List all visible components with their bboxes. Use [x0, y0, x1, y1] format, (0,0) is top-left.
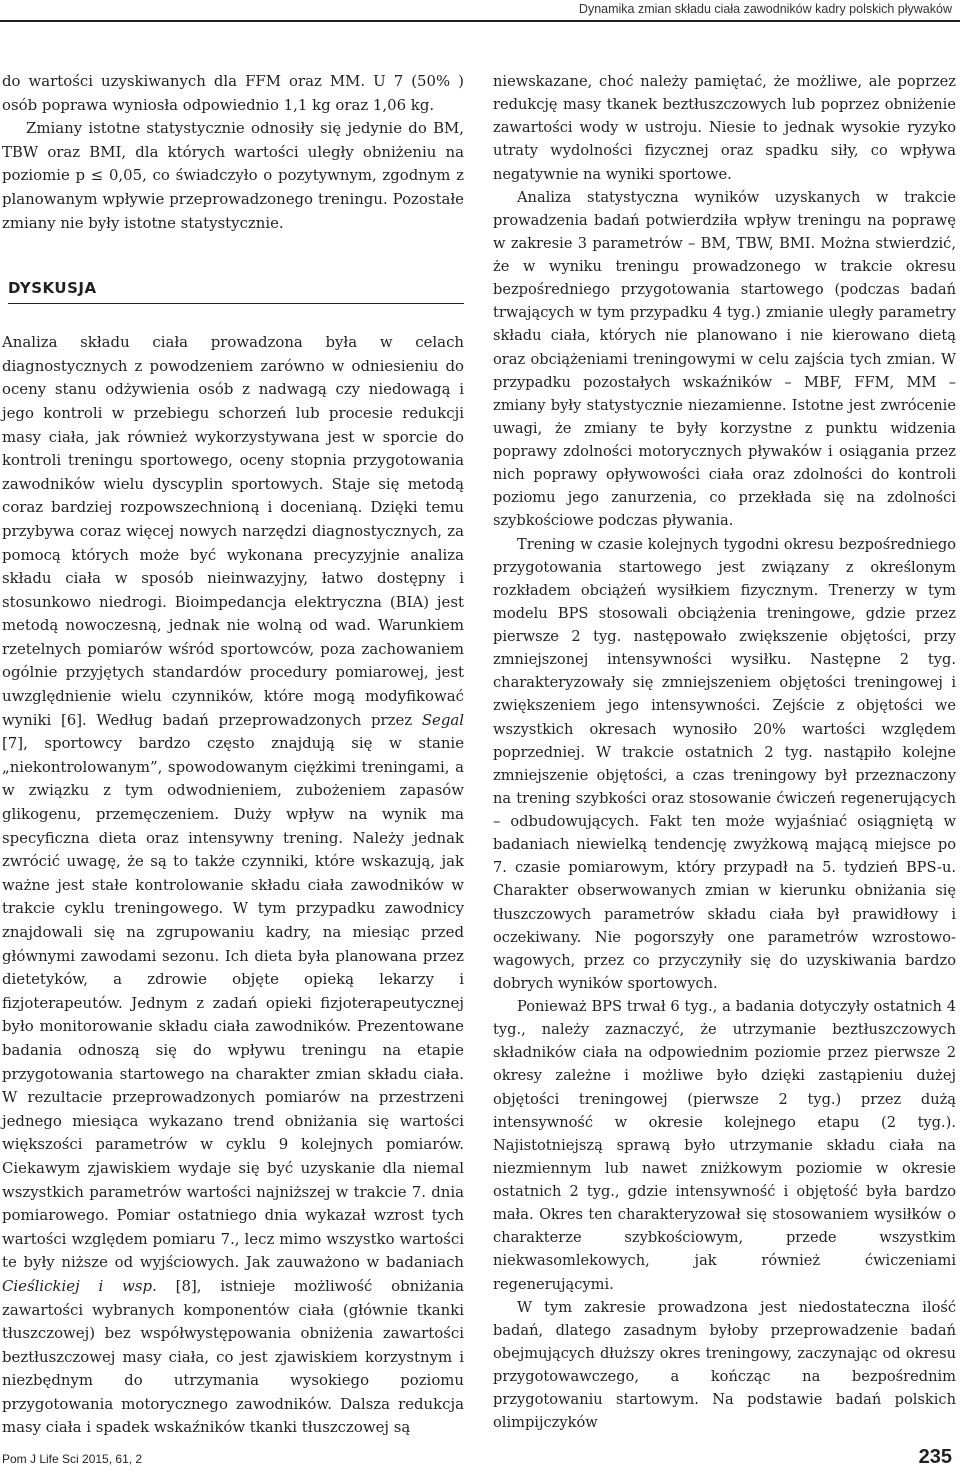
- discussion-continued-paragraph: niewskazane, choć należy pamiętać, że możliwe, ale poprzez redukcję masy tkanek beztłuszczowych lub poprzez obniżenie zawartości wody w ustroju. Niesie to jednak wysokie ryzyko utraty wydolności fizycznej oraz spadku siły, co wpływa negatywnie na wyniki sportowe.: [493, 73, 956, 183]
- bps-paragraph: Ponieważ BPS trwał 6 tyg., a badania dotyczyły ostatnich 4 tyg., należy zaznaczyć, że utrzymanie beztłuszczowych składników ciała na odpowiednim poziomie przez pierwsze 2 okresy zależne i możliwe było dzięki zastąpieniu dużej objętości treningowej (pierwsze 2 tyg.) przez dużą intensywność w okresie kolejnego etapu (2 tyg.). Najistotniejszą sprawą było utrzymanie składu ciała na niezmiennym lub nawet zniżkowym poziomie w okresie ostatnich 2 tyg., gdzie intensywność i objętość była bardzo mała. Okres ten charakteryzował się stosowaniem wysiłków o charakterze szybkościowym, przede wszystkim niekwasomlekowych, jak również ćwiczeniami regenerującymi.: [493, 998, 956, 1293]
- discussion-text-b: [7], sportowcy bardzo często znajdują się w stanie „niekontrolowanym”, spowodowanym ciężkimi treningami, a w związku z tym odwodnieniem, zubożeniem zapasów glikogenu, przemęczeniem. Duży wpływ na wynik ma specyficzna dieta oraz intensywny trening. Należy jednak zwrócić uwagę, że są to także czynniki, które wskazują, jak ważne jest stałe kontrolowanie składu ciała zawodników w trakcie cyklu treningowego. W tym przypadku zawodnicy znajdowali się na zgrupowaniu kadry, na miesiąc przed głównymi zawodami sezonu. Ich dieta była planowana przez dietetyków, a zdrowie objęte opieką lekarzy i fizjoterapeutów. Jednym z zadań opieki fizjoterapeutycznej było monitorowanie składu ciała zawodników. Prezentowane badania odnoszą się do wpływu treningu na etapie przygotowania startowego na charakter zmian składu ciała. W rezultacie przeprowadzonych pomiarów na przestrzeni jednego miesiąca wykazano trend obniżania się wartości większości parametrów w cyklu 9 kolejnych pomiarów. Ciekawym zjawiskiem wydaje się być uzyskanie dla niemal wszystkich parametrów wartości najniższej w trakcie 7. dnia pomiarowego. Pomiar ostatniego dnia wykazał wzrost tych wartości względem pomiaru 7., lecz mimo wszystko wartości te były niższe od wyjściowych. Jak zauważono w badaniach: [2, 734, 464, 1272]
- discussion-paragraph: [2, 331, 464, 1440]
- left-column: [2, 70, 464, 1440]
- header-rule: [0, 20, 960, 22]
- research-scope-paragraph: W tym zakresie prowadzona jest niedostateczna ilość badań, dlatego zasadnym byłoby przeprowadzenie badań obejmujących dłuższy okres treningowy, zaczynając od okresu przygotowawczego, a kończąc na bezpośrednim przygotowaniu startowym. Na podstawie badań polskich olimpijczyków: [493, 1298, 956, 1432]
- statistics-paragraph: Analiza statystyczna wyników uzyskanych w trakcie prowadzenia badań potwierdziła wpływ treningu na poprawę w zakresie 3 parametrów – BM, TBW, BMI. Można stwierdzić, że w wyniku treningu prowadzonego w trakcie okresu bezpośredniego przygotowania startowego (podczas badań trwających w tym przypadku 4 tyg.) zmianie uległy parametry składu ciała, których nie planowano i nie kierowano dietą oraz obciążeniami treningowymi w celu zajścia tych zmian. W przypadku pozostałych wskaźników – MBF, FFM, MM – zmiany były statystycznie niezamienne. Istotne jest zwrócenie uwagi, że zmiany te były korzystne z punktu widzenia poprawy zdolności motorycznych pływaków i osiągania przez nich poprawy opływowości ciała oraz zdolności do kontroli poziomu jego zanurzenia, co przekłada się na zdolności szybkościowe podczas pływania.: [493, 188, 956, 530]
- discussion-text-c: [8], istnieje możliwość obniżania zawartości wybranych komponentów ciała (głównie tkanki tłuszczowej) bez współwystępowania obniżenia zawartości beztłuszczowej masy ciała, co jest zjawiskiem korzystnym i niezbędnym do utrzymania wysokiego poziomu przygotowania motorycznego zawodników. Dalsza redukcja masy ciała i spadek wskaźników tkanki tłuszczowej są: [2, 1276, 464, 1437]
- section-heading-discussion: [2, 275, 464, 305]
- section-rule: [8, 303, 464, 304]
- page-footer: [0, 1448, 960, 1470]
- running-title: Dynamika zmian składu ciała zawodników kadry polskich pływaków: [578, 2, 952, 16]
- citation-cieslicka: Cieślickiej i wsp.: [2, 1276, 157, 1295]
- running-header: [0, 0, 960, 22]
- discussion-text-a: Analiza składu ciała prowadzona była w celach diagnostycznych z powodzeniem zarówno w odniesieniu do oceny stanu odżywienia osób z nadwagą czy niedowagą i jego kontroli w przebiegu schorzeń lub procesie redukcji masy ciała, jak również wykorzystywana jest w sporcie do kontroli treningu sportowego, oceny stopnia przygotowania zawodników wielu dyscyplin sportowych. Staje się metodą coraz bardziej rozpowszechnioną i docenianą. Dzięki temu przybywa coraz więcej nowych narzędzi diagnostycznych, za pomocą których może być wykonana precyzyjnie analiza składu ciała w sposób nieinwazyjny, łatwo dostępny i stosunkowo niedrogi. Bioimpedancja elektryczna (BIA) jest metodą nowoczesną, jednak nie wolną od wad. Warunkiem rzetelnych pomiarów wśród sportowców, poza zachowaniem ogólnie przyjętych standardów procedury pomiarowej, jest uwzględnienie wielu czynników, które mogą modyfikować wyniki [6]. Według badań przeprowadzonych przez: [2, 333, 464, 729]
- page-number: 235: [918, 1446, 952, 1468]
- section-title: DYSKUSJA: [8, 279, 97, 298]
- training-paragraph: Trening w czasie kolejnych tygodni okresu bezpośredniego przygotowania startowego jest związany z określonym rozkładem obciążeń wysiłkiem fizycznym. Trenerzy w tym modelu BPS stosowali obciążenia treningowe, gdzie przez pierwsze 2 tyg. następowało zwiększenie objętości, przy zmniejszonej intensywności wysiłku. Następne 2 tyg. charakteryzowały się zmniejszeniem objętości treningowej i zwiększeniem jego intensywności. Zejście z objętości we wszystkich okresach wynosiło 20% wartości względem poprzedniej. W trakcie ostatnich 2 tyg. nastąpiło kolejne zmniejszenie objętości, a czas treningowy był przeznaczony na trening szybkości oraz stosowanie ćwiczeń regenerujących – odbudowujących. Fakt ten może wyjaśniać osiągniętą w badaniach niewielką tendencję zwyżkową mającą miejsce po 7. czasie pomiarowym, który przypadł na 5. tydzień BPS-u. Charakter obserwowanych zmian w kierunku obniżania się tłuszczowych parametrów składu ciała był prawidłowy i oczekiwany. Nie pogorszyły one parametrów wzrostowo-wagowych, przez co przyczyniły się do uzyskiwania bardzo dobrych wyników sportowych.: [493, 535, 956, 992]
- results-paragraph-end: do wartości uzyskiwanych dla FFM oraz MM. U 7 (50% ) osób poprawa wyniosła odpowiednio 1,1 kg oraz 1,06 kg.: [2, 72, 464, 114]
- citation-segal: Segal: [421, 710, 464, 729]
- results-significance-paragraph: Zmiany istotne statystycznie odnosiły się jedynie do BM, TBW oraz BMI, dla których wartości uległy obniżeniu na poziomie p ≤ 0,05, co świadczyło o pozytywnym, zgodnym z planowanym wpływie przeprowadzonego treningu. Pozostałe zmiany nie były istotne statystycznie.: [2, 119, 464, 232]
- right-column: [493, 70, 956, 1434]
- journal-citation: Pom J Life Sci 2015, 61, 2: [2, 1452, 143, 1466]
